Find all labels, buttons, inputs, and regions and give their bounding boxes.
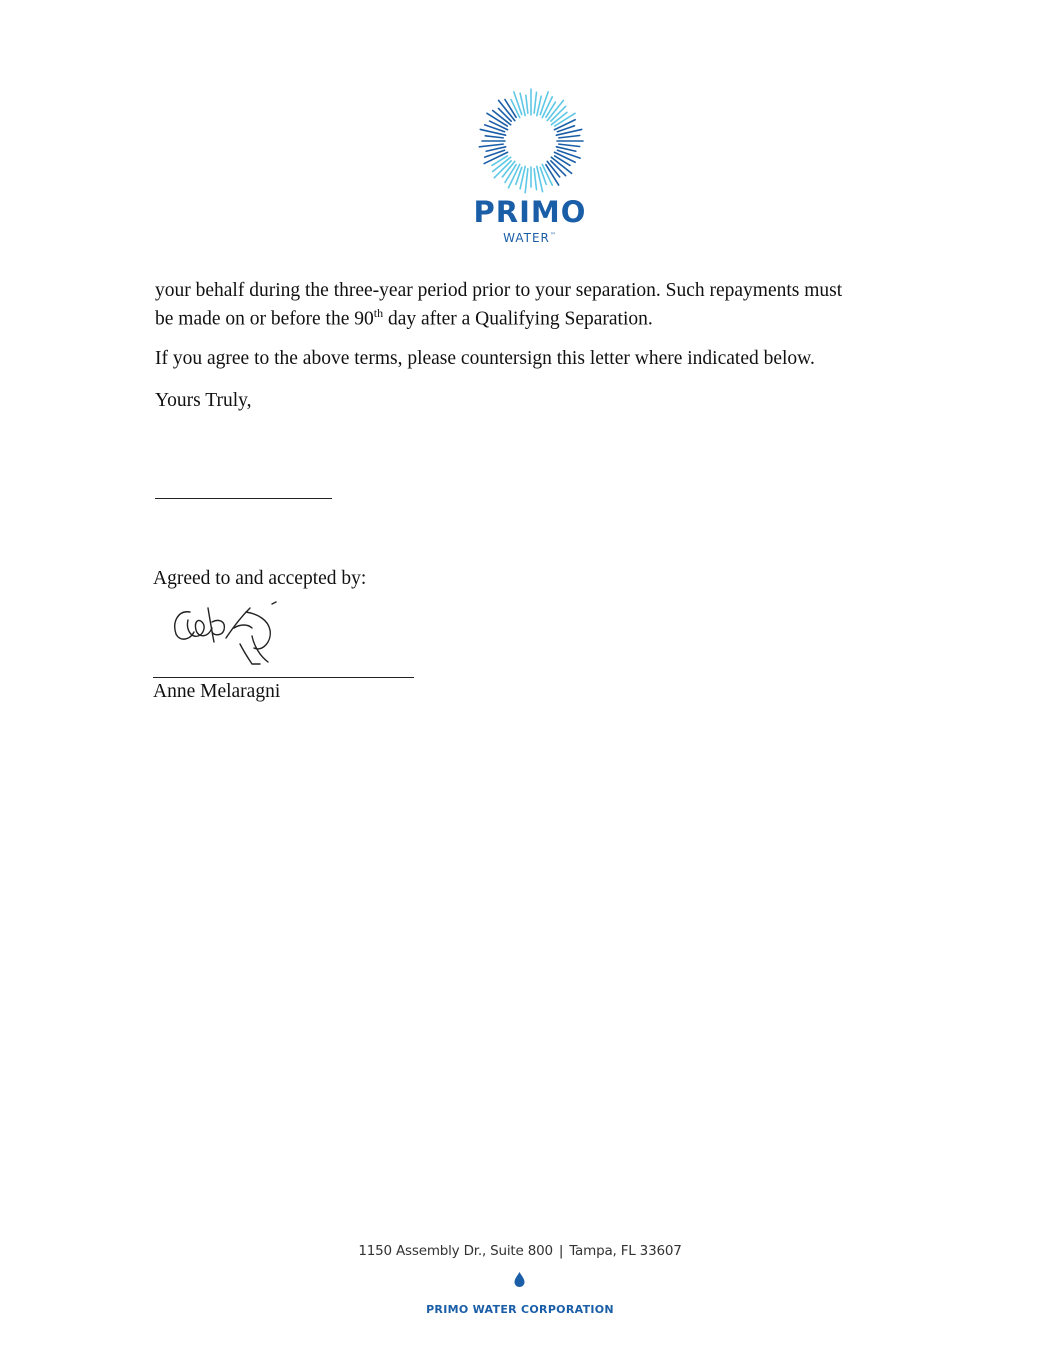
logo-ray bbox=[526, 95, 528, 113]
logo-ray bbox=[557, 150, 580, 158]
water-drop-icon bbox=[514, 1272, 525, 1287]
footer-corporation: PRIMO WATER CORPORATION bbox=[426, 1303, 614, 1316]
water-burst-logo-icon bbox=[476, 86, 586, 196]
footer-street: 1150 Assembly Dr., Suite 800 bbox=[358, 1243, 553, 1259]
logo-ray bbox=[540, 92, 548, 115]
logo-ray bbox=[485, 136, 503, 138]
footer-separator: | bbox=[558, 1243, 564, 1259]
paragraph-repayment-line-1: your behalf during the three-year period prior to your separation. Such repayments must bbox=[155, 280, 843, 301]
logo-ray bbox=[525, 169, 528, 193]
closing-salutation: Yours Truly, bbox=[155, 390, 252, 411]
handwritten-signature bbox=[168, 598, 303, 670]
paragraph-countersign: If you agree to the above terms, please countersign this letter where indicated below. bbox=[155, 348, 815, 369]
footer-address bbox=[0, 1243, 1040, 1259]
logo-wordmark: PRIMO bbox=[473, 195, 587, 229]
paragraph-repayment bbox=[155, 279, 915, 331]
acceptance-label: Agreed to and accepted by: bbox=[153, 568, 367, 589]
primo-water-logo bbox=[450, 80, 610, 255]
logo-ray bbox=[534, 92, 536, 113]
logo-ray bbox=[479, 144, 503, 147]
logo-ray bbox=[559, 144, 580, 146]
logo-ray bbox=[559, 136, 580, 138]
logo-ray bbox=[546, 102, 556, 117]
paragraph-repayment-line-2: be made on or before the 90th day after a Qualifying Separation. bbox=[155, 306, 653, 330]
acceptance-signature-line bbox=[153, 677, 414, 678]
logo-ray bbox=[534, 169, 536, 190]
sender-signature-line bbox=[155, 498, 332, 499]
footer-city: Tampa, FL 33607 bbox=[569, 1243, 682, 1259]
signer-name: Anne Melaragni bbox=[153, 681, 281, 702]
logo-ray bbox=[555, 156, 570, 166]
logo-ray bbox=[492, 156, 507, 166]
logo-subtitle: WATER™ bbox=[503, 231, 557, 245]
logo-drop-icon bbox=[519, 116, 543, 156]
